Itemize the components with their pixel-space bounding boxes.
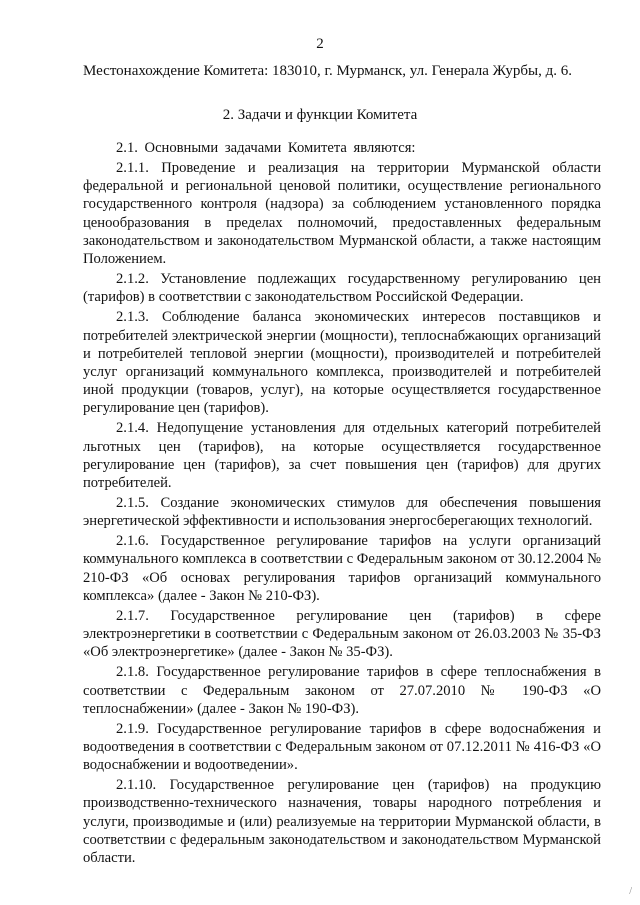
committee-location: Местонахождение Комитета: 183010, г. Мурманск, ул. Генерала Журбы, д. 6. [83, 63, 572, 79]
paragraph-2-1-10: 2.1.10. Государственное регулирование цен (тарифов) на продукцию производственно-технического назначения, товары народного потребления и услуги, производимые и (или) реализуемые на территории Мурманской области, в соответствии с федеральным законодательством и законодательством Мурманской области. [83, 777, 601, 866]
section-body [83, 139, 601, 869]
corner-mark: / [629, 886, 632, 897]
paragraph-2-1-7: 2.1.7. Государственное регулирование цен (тарифов) в сфере электроэнергетики в соответствии с Федеральным законом от 26.03.2003 № 35-ФЗ «Об электроэнергетике» (далее - Закон № 35-ФЗ). [83, 607, 601, 661]
page-number: 2 [316, 36, 324, 52]
paragraph-2-1-1: 2.1.1. Проведение и реализация на территории Мурманской области федеральной и региональной ценовой политики, осуществление регионального государственного контроля (надзора) за соблюдением установленного порядка ценообразования в пределах полномочий, предоставленных федеральным законодательством и законодательством Мурманской области, а также настоящим Положением. [83, 160, 601, 267]
paragraph-2-1-4: 2.1.4. Недопущение установления для отдельных категорий потребителей льготных цен (тарифов), на которые осуществляется государственное регулирование цен (тарифов), за счет повышения цен (тарифов) для других потребителей. [83, 420, 601, 491]
paragraph-2-1: 2.1. Основными задачами Комитета являются: [116, 140, 416, 156]
paragraph-2-1-8: 2.1.8. Государственное регулирование тарифов в сфере теплоснабжения в соответствии с Федеральным законом от 27.07.2010 № 190-ФЗ «О теплоснабжении» (далее - Закон № 190-ФЗ). [83, 664, 601, 717]
paragraph-2-1-2: 2.1.2. Установление подлежащих государственному регулированию цен (тарифов) в соответствии с законодательством Российской Федерации. [83, 271, 601, 306]
section-heading: 2. Задачи и функции Комитета [222, 107, 418, 123]
paragraph-2-1-6: 2.1.6. Государственное регулирование тарифов на услуги организаций коммунального комплекса в соответствии с Федеральным законом от 30.12.2004 № 210-ФЗ «Об основах регулирования тарифов организаций коммунального комплекса» (далее - Закон № 210-ФЗ). [83, 533, 601, 604]
paragraph-2-1-9: 2.1.9. Государственное регулирование тарифов в сфере водоснабжения и водоотведения в соответствии с Федеральным законом от 07.12.2011 № 416-ФЗ «О водоснабжении и водоотведении». [83, 720, 601, 774]
paragraph-2-1-5: 2.1.5. Создание экономических стимулов для обеспечения повышения энергетической эффективности и использования энергосберегающих технологий. [83, 494, 601, 530]
paragraph-2-1-3: 2.1.3. Соблюдение баланса экономических интересов поставщиков и потребителей электрической энергии (мощности), теплоснабжающих организаций и потребителей тепловой энергии (мощности), производителей и потребителей услуг организаций коммунального комплекса, производителей и потребителей иной продукции (товаров, услуг), на которые осуществляется государственное регулирование цен (тарифов). [83, 309, 601, 417]
